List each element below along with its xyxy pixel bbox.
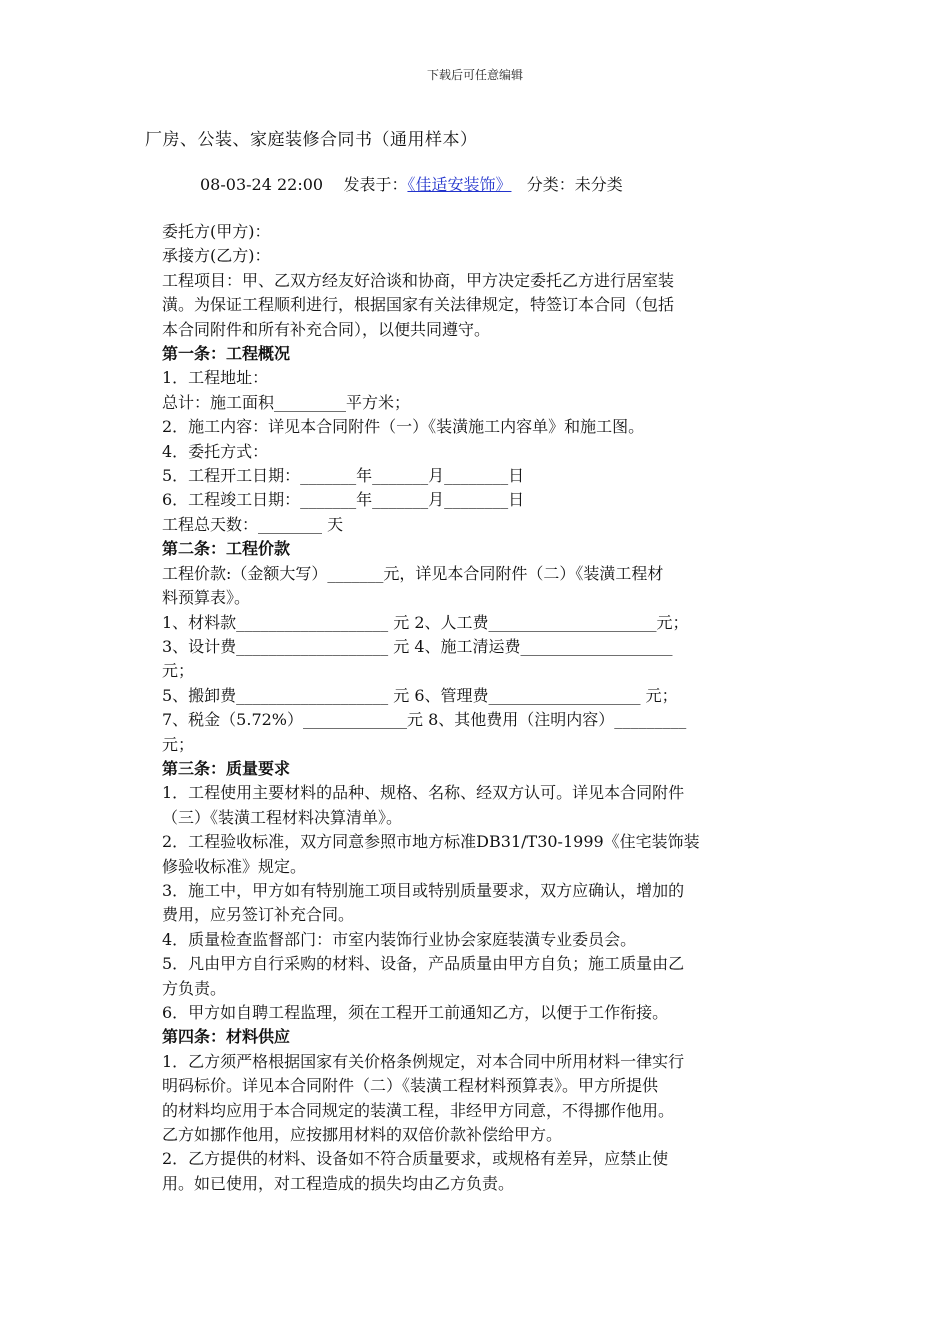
- contract-line: 3、设计费___________________ 元 4、施工清运费___________________: [162, 636, 673, 656]
- contract-line: 明码标价。详见本合同附件（二）《装潢工程材料预算表》。甲方所提供: [162, 1076, 659, 1096]
- contract-line: （三）《装潢工程材料决算清单》。: [162, 807, 403, 827]
- contract-line: 乙方如挪作他用，应按挪用材料的双倍价款补偿给甲方。: [162, 1125, 563, 1145]
- contract-line: 2．乙方提供的材料、设备如不符合质量要求，或规格有差异，应禁止使: [162, 1149, 669, 1169]
- contract-line: 1．工程地址：: [162, 368, 269, 388]
- document-title: 厂房、公装、家庭装修合同书（通用样本）: [145, 130, 478, 150]
- contract-line: 5．凡由甲方自行采购的材料、设备，产品质量由甲方自负；施工质量由乙: [162, 954, 685, 974]
- post-date: 08-03-24 22:00: [200, 175, 324, 194]
- contract-line: 1．乙方须严格根据国家有关价格条例规定，对本合同中所用材料一律实行: [162, 1051, 685, 1071]
- contract-line: 本合同附件和所有补充合同），以便共同遵守。: [162, 319, 491, 339]
- contract-line: 元；: [162, 734, 195, 754]
- contract-line: 工程价款:（金额大写）_______元，详见本合同附件（二）《装潢工程材: [162, 563, 664, 583]
- contract-line: 承接方(乙方)：: [162, 246, 271, 266]
- contract-line: 元；: [162, 661, 195, 681]
- contract-line: 3．施工中，甲方如有特别施工项目或特别质量要求，双方应确认，增加的: [162, 880, 685, 900]
- contract-line: 委托方(甲方)：: [162, 222, 271, 241]
- contract-line: 1、材料款___________________ 元 2、人工费_____________________元；: [162, 612, 689, 632]
- contract-line: 5．工程开工日期：_______年_______月________日: [162, 466, 525, 486]
- contract-line: 潢。为保证工程顺利进行，根据国家有关法律规定，特签订本合同（包括: [162, 295, 675, 315]
- contract-line: 6．甲方如自聘工程监理，须在工程开工前通知乙方，以便于工作衔接。: [162, 1003, 669, 1022]
- contract-line: 1．工程使用主要材料的品种、规格、名称、经双方认可。详见本合同附件: [162, 783, 685, 803]
- author-link[interactable]: 《佳适安装饰》: [407, 175, 512, 194]
- section-heading: 第一条：工程概况: [162, 344, 291, 364]
- contract-line: 用。如已使用，对工程造成的损失均由乙方负责。: [162, 1173, 515, 1193]
- contract-line: 2．施工内容：详见本合同附件（一）《装潢施工内容单》和施工图。: [162, 417, 645, 437]
- contract-line: 5、搬卸费___________________ 元 6、管理费___________________ 元；: [162, 685, 678, 705]
- section-heading: 第二条：工程价款: [162, 539, 291, 559]
- contract-line: 4．质量检查监督部门：市室内装饰行业协会家庭装潢专业委员会。: [162, 929, 637, 949]
- contract-line: 方负责。: [162, 978, 227, 998]
- contract-line: 2．工程验收标准，双方同意参照市地方标准DB31/T30-1999《住宅装饰装: [162, 832, 700, 852]
- section-heading: 第四条：材料供应: [162, 1027, 291, 1047]
- contract-line: 料预算表》。: [162, 588, 251, 608]
- contract-line: 修验收标准》规定。: [162, 856, 307, 876]
- contract-line: 的材料均应用于本合同规定的装潢工程，非经甲方同意，不得挪作他用。: [162, 1100, 675, 1120]
- posted-label: 发表于：: [343, 175, 408, 194]
- contract-line: 4．委托方式：: [162, 441, 269, 461]
- contract-line: 7、税金（5.72%）_____________元 8、其他费用（注明内容）_________: [162, 710, 687, 730]
- contract-line: 工程总天数：________ 天: [162, 514, 344, 534]
- contract-line: 费用，应另签订补充合同。: [162, 905, 355, 925]
- contract-body: [162, 220, 790, 1196]
- contract-line: 6．工程竣工日期：_______年_______月________日: [162, 490, 525, 510]
- post-meta: [200, 172, 623, 195]
- contract-line: 总计：施工面积_________平方米；: [162, 392, 411, 412]
- contract-line: 工程项目：甲、乙双方经友好洽谈和协商，甲方决定委托乙方进行居室装: [162, 270, 675, 290]
- page-header-note: 下载后可任意编辑: [426, 68, 523, 82]
- section-heading: 第三条：质量要求: [162, 758, 291, 778]
- category-label: 分类：未分类: [526, 175, 623, 194]
